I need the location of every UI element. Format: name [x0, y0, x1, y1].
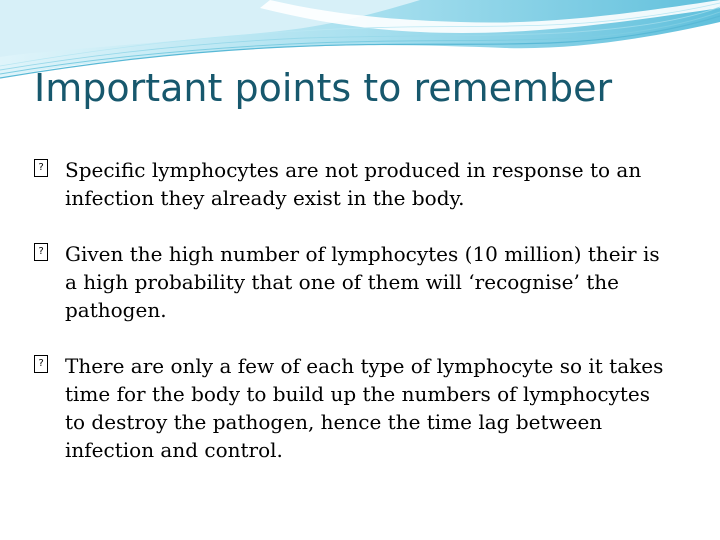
bullet-item [34, 352, 674, 464]
missing-glyph-bullet-icon: ? [34, 159, 48, 177]
missing-glyph-bullet-icon: ? [34, 243, 48, 261]
bullet-item [34, 156, 674, 212]
bullet-text: Given the high number of lymphocytes (10 million) their is a high probability that one of them will ‘recognise’ the pathogen. [65, 242, 660, 322]
missing-glyph-bullet-icon: ? [34, 355, 48, 373]
bullet-item [34, 240, 674, 324]
bullet-text: Specific lymphocytes are not produced in response to an infection they already exist in the body. [65, 158, 642, 210]
bullet-text: There are only a few of each type of lymphocyte so it takes time for the body to build up the numbers of lymphocytes to destroy the pathogen, hence the time lag between infection and control. [65, 354, 664, 462]
slide-title: Important points to remember [34, 66, 613, 110]
bullet-list [34, 156, 674, 464]
